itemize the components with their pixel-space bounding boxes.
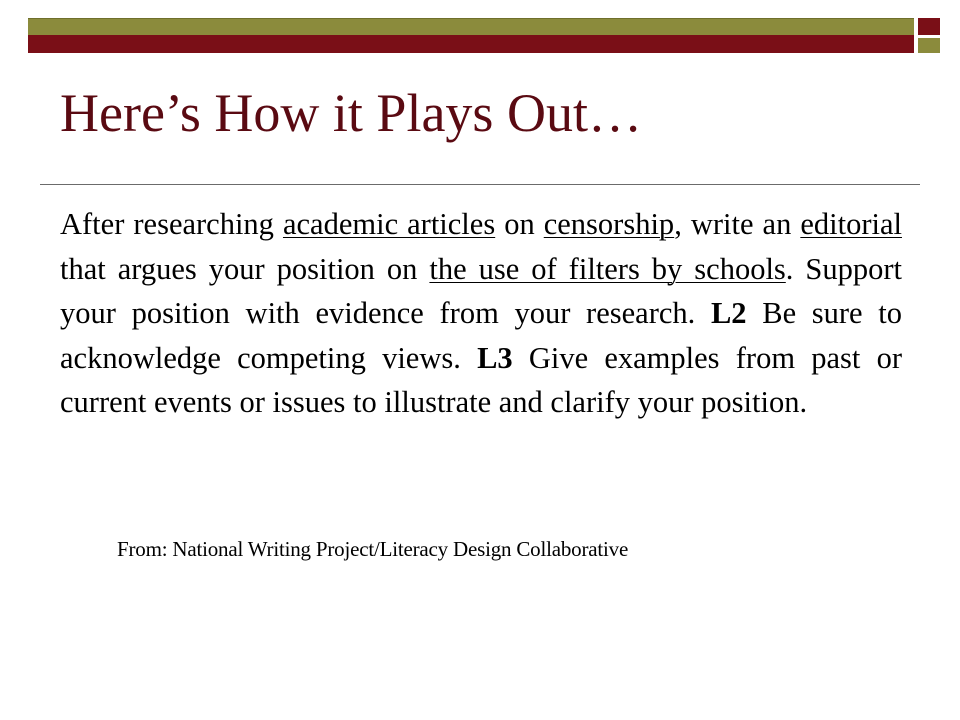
body-text-segment: Give examples from past or current events or issues to illustrate and clarify your position. — [60, 340, 902, 419]
header-band-olive — [28, 18, 914, 36]
level-marker-l2: L2 — [710, 296, 747, 330]
body-text-segment: After researching — [60, 207, 283, 241]
body-text-segment: on — [495, 207, 544, 241]
underlined-term-censorship: censorship — [543, 207, 675, 241]
corner-square-olive — [918, 38, 940, 53]
source-citation: From: National Writing Project/Literacy Design Collaborative — [117, 537, 629, 561]
slide-body-paragraph — [60, 202, 902, 425]
header-band-maroon — [28, 35, 914, 53]
slide-title: Here’s How it Plays Out… — [60, 83, 642, 143]
body-text-segment: . Support your position with evidence from your research. — [60, 251, 902, 330]
title-divider — [40, 184, 920, 185]
level-marker-l3: L3 — [477, 340, 513, 375]
body-text-segment: , write an — [674, 207, 801, 241]
underlined-term-academic-articles: academic articles — [282, 207, 496, 241]
body-text-segment: Be sure to acknowledge competing views. — [60, 296, 902, 375]
corner-square-maroon — [918, 18, 940, 35]
underlined-term-editorial: editorial — [800, 207, 902, 241]
body-text-segment: that argues your position on — [60, 251, 430, 286]
underlined-term-use-of-filters: the use of filters by schools — [429, 251, 786, 286]
